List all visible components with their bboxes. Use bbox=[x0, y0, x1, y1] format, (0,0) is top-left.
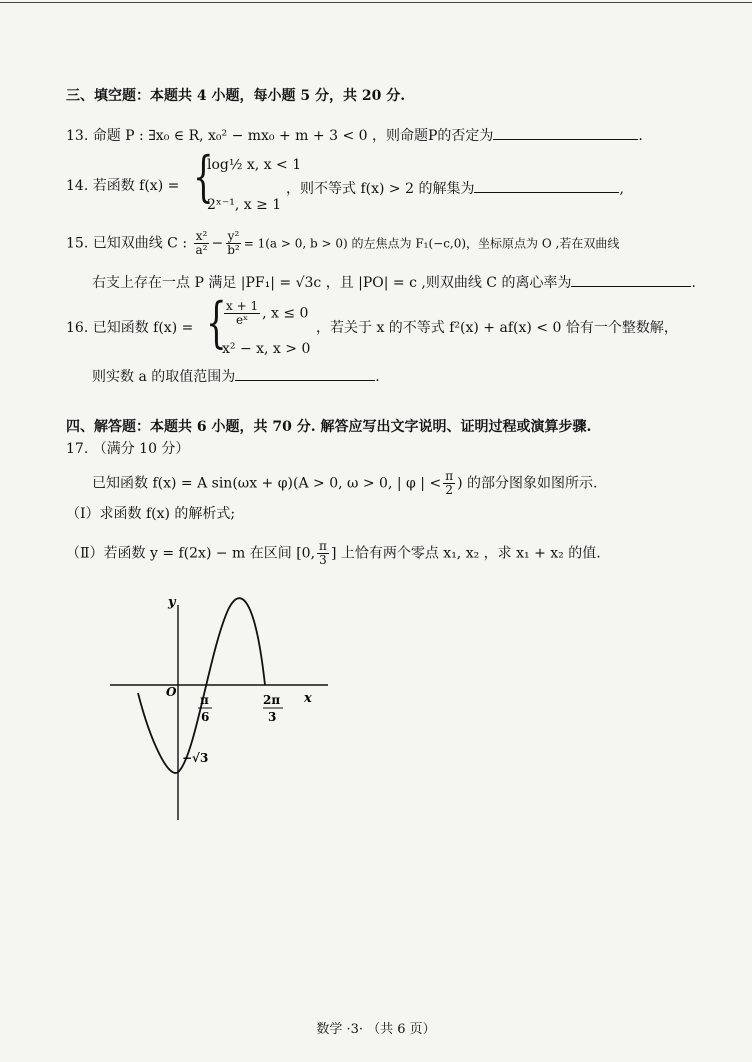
q16-case-1 bbox=[222, 300, 308, 327]
q14-answer-blank[interactable] bbox=[474, 178, 619, 193]
q17-part-1: （Ⅰ）求函数 f(x) 的解析式; bbox=[66, 506, 236, 522]
section-3-title: 三、填空题：本题共 4 小题，每小题 5 分，共 20 分. bbox=[66, 88, 406, 104]
q15-minus: − bbox=[211, 235, 224, 252]
section-4-title: 四、解答题：本题共 6 小题，共 70 分. 解答应写出文字说明、证明过程或演算步骤. bbox=[66, 419, 592, 435]
q15-number: 15. bbox=[66, 235, 89, 252]
q15-fraction-x: $\frac{\text{x²}}{\text{a²}}$ bbox=[195, 229, 208, 258]
q13-number: 13. bbox=[66, 128, 89, 144]
q16-line-2 bbox=[92, 366, 380, 385]
q13-answer-blank[interactable] bbox=[493, 125, 638, 140]
q13-end: . bbox=[638, 128, 643, 144]
q14-end: , bbox=[619, 181, 624, 197]
x-label: x bbox=[304, 691, 312, 706]
q14-number: 14. bbox=[66, 178, 89, 194]
q17-number: 17. bbox=[66, 441, 89, 457]
q16-fraction: $\frac{x + 1}{\text{eˣ}}$ bbox=[226, 299, 259, 328]
q17-part2-b: ] 上恰有两个零点 x₁, x₂ ，求 x₁ + x₂ 的值. bbox=[330, 545, 601, 562]
sine-graph bbox=[100, 590, 340, 830]
q16-line2-text: 则实数 a 的取值范围为 bbox=[92, 369, 236, 385]
question-15 bbox=[66, 230, 619, 257]
q14-tail: ，则不等式 f(x) > 2 的解集为 bbox=[286, 181, 475, 197]
q16-case-2: x² − x, x > 0 bbox=[222, 341, 311, 357]
q17-stem-fraction: $\frac{\pi}{2}$ bbox=[445, 469, 454, 498]
q17-score: （满分 10 分） bbox=[92, 441, 190, 457]
q15-end: . bbox=[691, 275, 696, 291]
question-13 bbox=[66, 125, 643, 144]
tick-2pi-3-den: 3 bbox=[268, 710, 277, 724]
q15-fraction-y: $\frac{\text{y²}}{\text{b²}}$ bbox=[227, 229, 240, 258]
y-intercept-label: −√3 bbox=[182, 751, 209, 765]
q15-line-2 bbox=[92, 272, 696, 291]
q17-part2-a: （Ⅱ）若函数 y = f(2x) − m 在区间 [0, bbox=[66, 545, 316, 562]
q13-text: 命题 P : ∃x₀ ∈ R, x₀² − mx₀ + m + 3 < 0 ，则命题P的否定为 bbox=[92, 128, 494, 144]
y-label: y bbox=[168, 595, 176, 610]
q14-case-1: log½ x, x < 1 bbox=[207, 157, 302, 173]
question-16 bbox=[66, 320, 193, 336]
tick-pi-6-num: π bbox=[200, 693, 209, 707]
q14-brace: { bbox=[193, 145, 214, 208]
origin-label: O bbox=[166, 685, 177, 699]
tick-pi-6-den: 6 bbox=[201, 710, 210, 724]
q16-lead: 已知函数 f(x) = bbox=[92, 320, 194, 336]
q17-stem bbox=[92, 470, 597, 497]
tick-2pi-3-num: 2π bbox=[263, 693, 281, 707]
q15-condition: = 1(a > 0, b > 0) 的左焦点为 F₁(−c,0)，坐标原点为 O ,若在双曲线 bbox=[243, 236, 620, 251]
q16-brace: { bbox=[206, 291, 227, 354]
q15-answer-blank[interactable] bbox=[571, 272, 691, 287]
q17-stem-b: ) 的部分图象如图所示. bbox=[457, 475, 598, 492]
q14-lead: 若函数 f(x) = bbox=[92, 178, 180, 194]
q16-case1-cond: , x ≤ 0 bbox=[262, 305, 309, 322]
q14-tail-line bbox=[286, 178, 624, 197]
q16-answer-blank[interactable] bbox=[235, 366, 375, 381]
q17-part2-fraction: $\frac{\pi}{3}$ bbox=[319, 539, 327, 568]
question-17-header bbox=[66, 441, 189, 457]
q15-line2-text: 右支上存在一点 P 满足 |PF₁| = √3c ，且 |PO| = c ,则双曲线 C 的离心率为 bbox=[92, 275, 572, 291]
q17-stem-a: 已知函数 f(x) = A sin(ωx + φ)(A > 0, ω > 0, | φ | < bbox=[92, 475, 442, 492]
q14-case-2: 2ˣ⁻¹, x ≥ 1 bbox=[207, 197, 282, 213]
page-footer: 数学 ·3· （共 6 页） bbox=[316, 1022, 436, 1037]
question-14 bbox=[66, 178, 179, 194]
q17-part-2 bbox=[66, 540, 601, 567]
q16-end: . bbox=[375, 369, 380, 385]
top-rule bbox=[0, 2, 752, 3]
q15-lead: 已知双曲线 C : bbox=[92, 235, 188, 252]
q16-tail: ，若关于 x 的不等式 f²(x) + af(x) < 0 恰有一个整数解， bbox=[316, 320, 678, 336]
q16-number: 16. bbox=[66, 320, 89, 336]
